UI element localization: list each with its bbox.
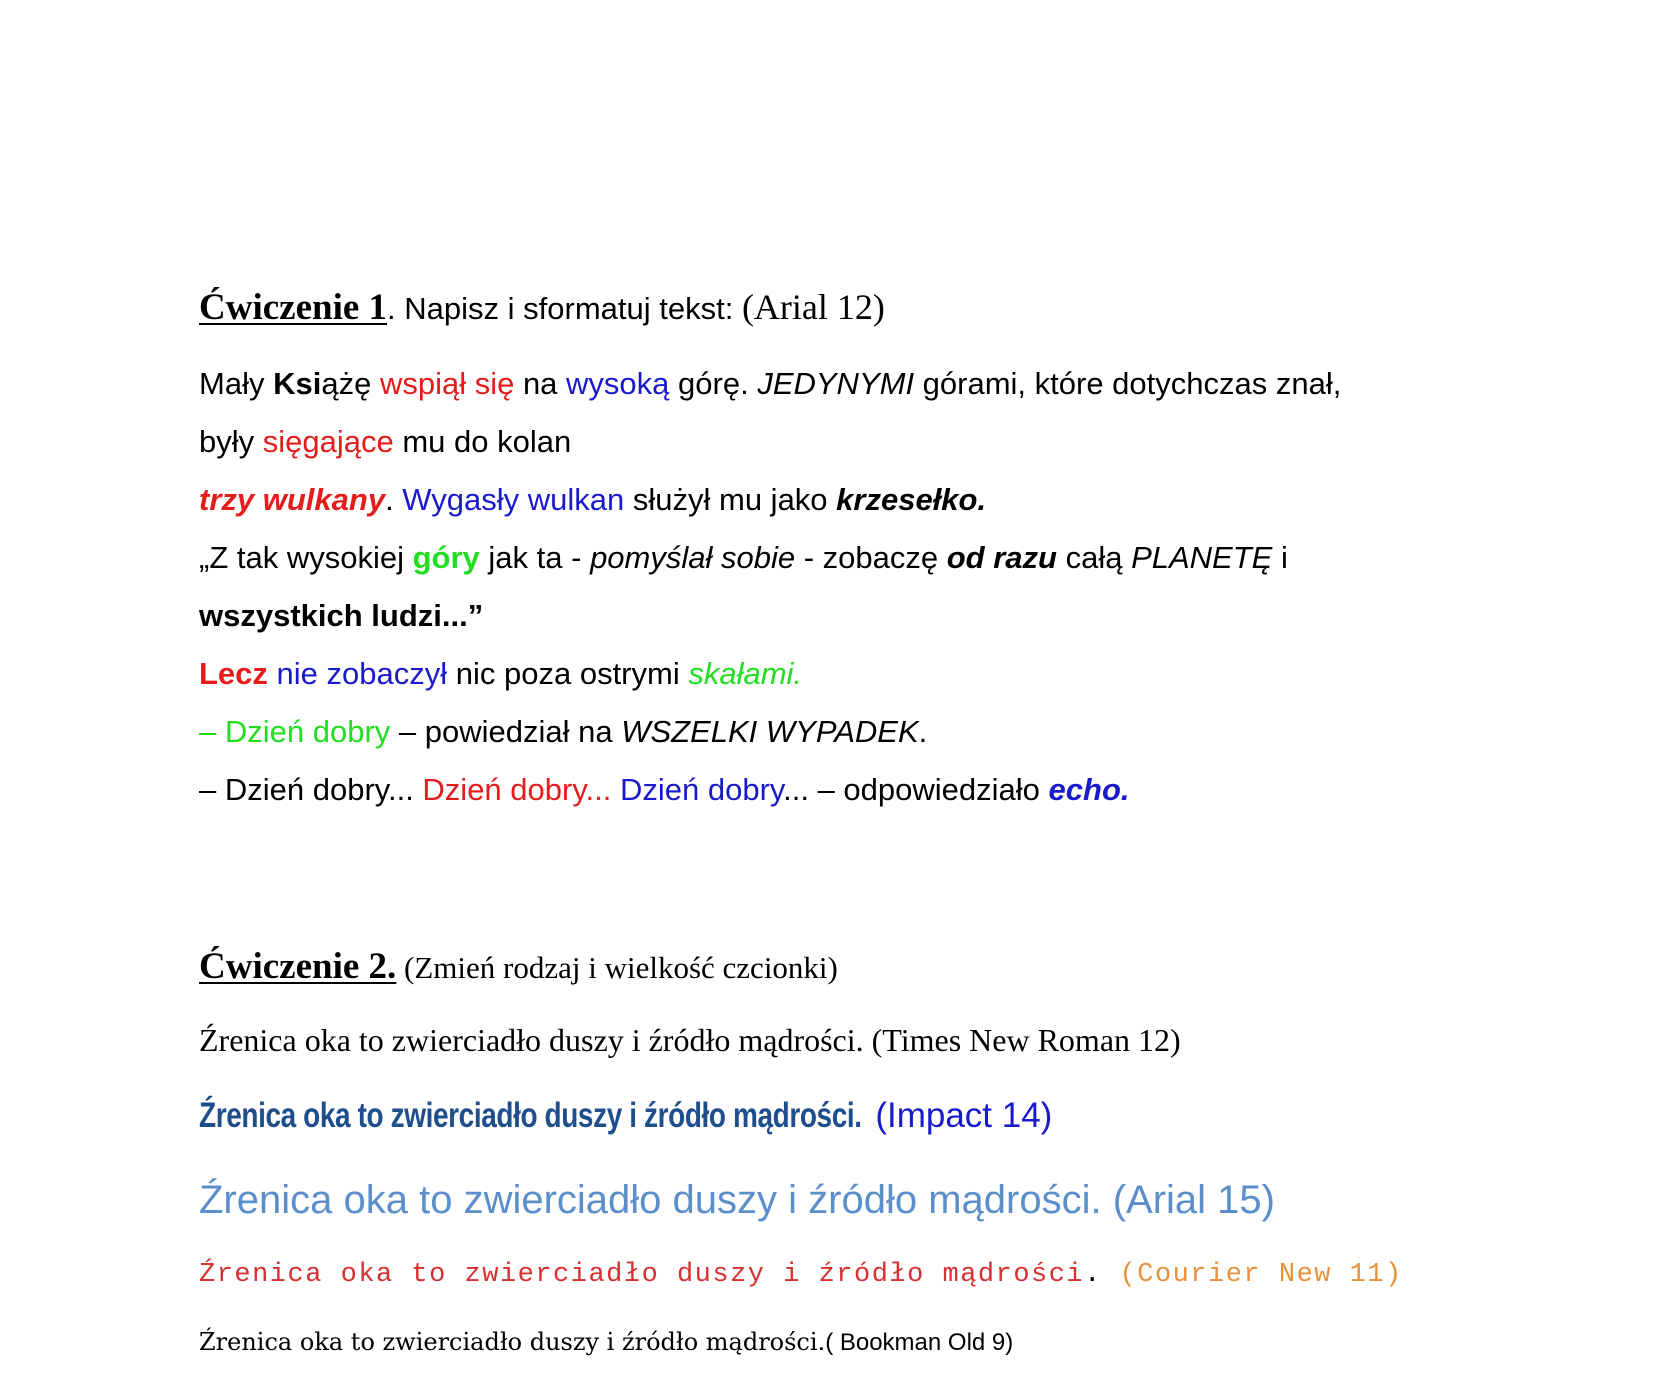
courier-font-note: (Courier New 11) xyxy=(1119,1260,1403,1290)
text-segment: jak ta - xyxy=(479,540,591,575)
text-segment-green: – Dzień dobry xyxy=(199,714,391,749)
text-segment-italic: WSZELKI WYPADEK xyxy=(621,714,919,749)
text-segment: górę. xyxy=(669,366,758,401)
text-segment: ążę xyxy=(321,366,380,401)
text-segment-blue-bold-italic: echo. xyxy=(1048,772,1130,807)
text-segment-italic: PLANETĘ xyxy=(1131,540,1273,575)
story-line-8 xyxy=(199,772,1130,808)
text-segment: . xyxy=(385,482,403,517)
text-segment: i xyxy=(1272,540,1288,575)
text-segment: – Dzień dobry... xyxy=(199,772,423,807)
text-segment-red-bold: Lecz xyxy=(199,656,268,691)
exercise-2-instruction: (Zmień rodzaj i wielkość czcionki) xyxy=(396,950,838,985)
bookman-font-note: ( Bookman Old 9) xyxy=(825,1329,1014,1356)
sentence-arial: Źrenica oka to zwierciadło duszy i źródło mądrości. (Arial 15) xyxy=(199,1178,1275,1222)
bookman-text: Źrenica oka to zwierciadło duszy i źródło mądrości. xyxy=(199,1328,826,1356)
sentence-courier-new xyxy=(199,1260,1403,1290)
text-segment-blue: nie zobaczył xyxy=(267,656,448,691)
story-line-1 xyxy=(199,366,1341,402)
story-line-7 xyxy=(199,714,927,750)
story-line-2 xyxy=(199,424,571,460)
text-segment-bold: wszystkich ludzi...” xyxy=(199,598,484,633)
text-segment-blue: Wygasły wulkan xyxy=(402,482,625,517)
text-segment: nic poza ostrymi xyxy=(447,656,689,691)
exercise-1-title-dot: . xyxy=(387,291,396,326)
impact-text: Źrenica oka to zwierciadło duszy i źródło mądrości. xyxy=(199,1096,862,1135)
text-segment: były xyxy=(199,424,263,459)
story-line-4 xyxy=(199,540,1288,576)
sentence-times-new-roman: Źrenica oka to zwierciadło duszy i źródło mądrości. (Times New Roman 12) xyxy=(199,1022,1181,1058)
text-segment-italic: pomyślał sobie xyxy=(590,540,796,575)
text-segment: Mały xyxy=(199,366,274,401)
exercise-2-heading xyxy=(199,945,838,988)
text-segment-red: Dzień dobry... xyxy=(422,772,612,807)
text-segment-red: sięgające xyxy=(262,424,394,459)
exercise-1-title: Ćwiczenie 1 xyxy=(199,287,388,328)
story-line-3 xyxy=(199,482,986,518)
text-segment: – powiedział na xyxy=(390,714,622,749)
text-segment: służył mu jako xyxy=(624,482,837,517)
text-segment-italic: JEDYNYMI xyxy=(757,366,915,401)
exercise-1-font-note: (Arial 12) xyxy=(741,287,885,327)
text-segment: górami, które dotychczas znał, xyxy=(914,366,1342,401)
exercise-1-heading xyxy=(199,286,885,329)
courier-text: Źrenica oka to zwierciadło duszy i źródło mądrości xyxy=(199,1260,1085,1290)
text-segment-bold: Ksi xyxy=(273,366,322,401)
text-segment: całą xyxy=(1056,540,1132,575)
text-segment: na xyxy=(514,366,567,401)
text-segment-red-bold-italic: trzy wulkany xyxy=(199,482,386,517)
courier-dot: . xyxy=(1084,1260,1120,1290)
text-segment: mu do kolan xyxy=(393,424,572,459)
story-line-6 xyxy=(199,656,802,692)
text-segment: „Z tak wysokiej xyxy=(199,540,413,575)
text-segment: - zobaczę xyxy=(795,540,947,575)
text-segment-bold-italic: krzesełko. xyxy=(836,482,987,517)
sentence-impact xyxy=(199,1096,1052,1136)
text-segment-red: wspiął się xyxy=(379,366,515,401)
text-segment xyxy=(611,772,620,807)
text-segment: . xyxy=(918,714,928,749)
impact-font-note: (Impact 14) xyxy=(875,1096,1053,1135)
text-segment-blue: Dzień dobry xyxy=(620,772,784,807)
sentence-bookman xyxy=(199,1328,1013,1357)
text-segment-green-italic: skałami. xyxy=(688,656,803,691)
story-line-5 xyxy=(199,598,483,634)
exercise-2-title: Ćwiczenie 2. xyxy=(199,946,397,987)
text-segment: ... – odpowiedziało xyxy=(783,772,1049,807)
text-segment-bold-italic: od razu xyxy=(946,540,1057,575)
exercise-1-instruction: Napisz i sformatuj tekst: xyxy=(395,291,742,326)
text-segment-blue: wysoką xyxy=(566,366,670,401)
text-segment-green-bold: góry xyxy=(412,540,480,575)
